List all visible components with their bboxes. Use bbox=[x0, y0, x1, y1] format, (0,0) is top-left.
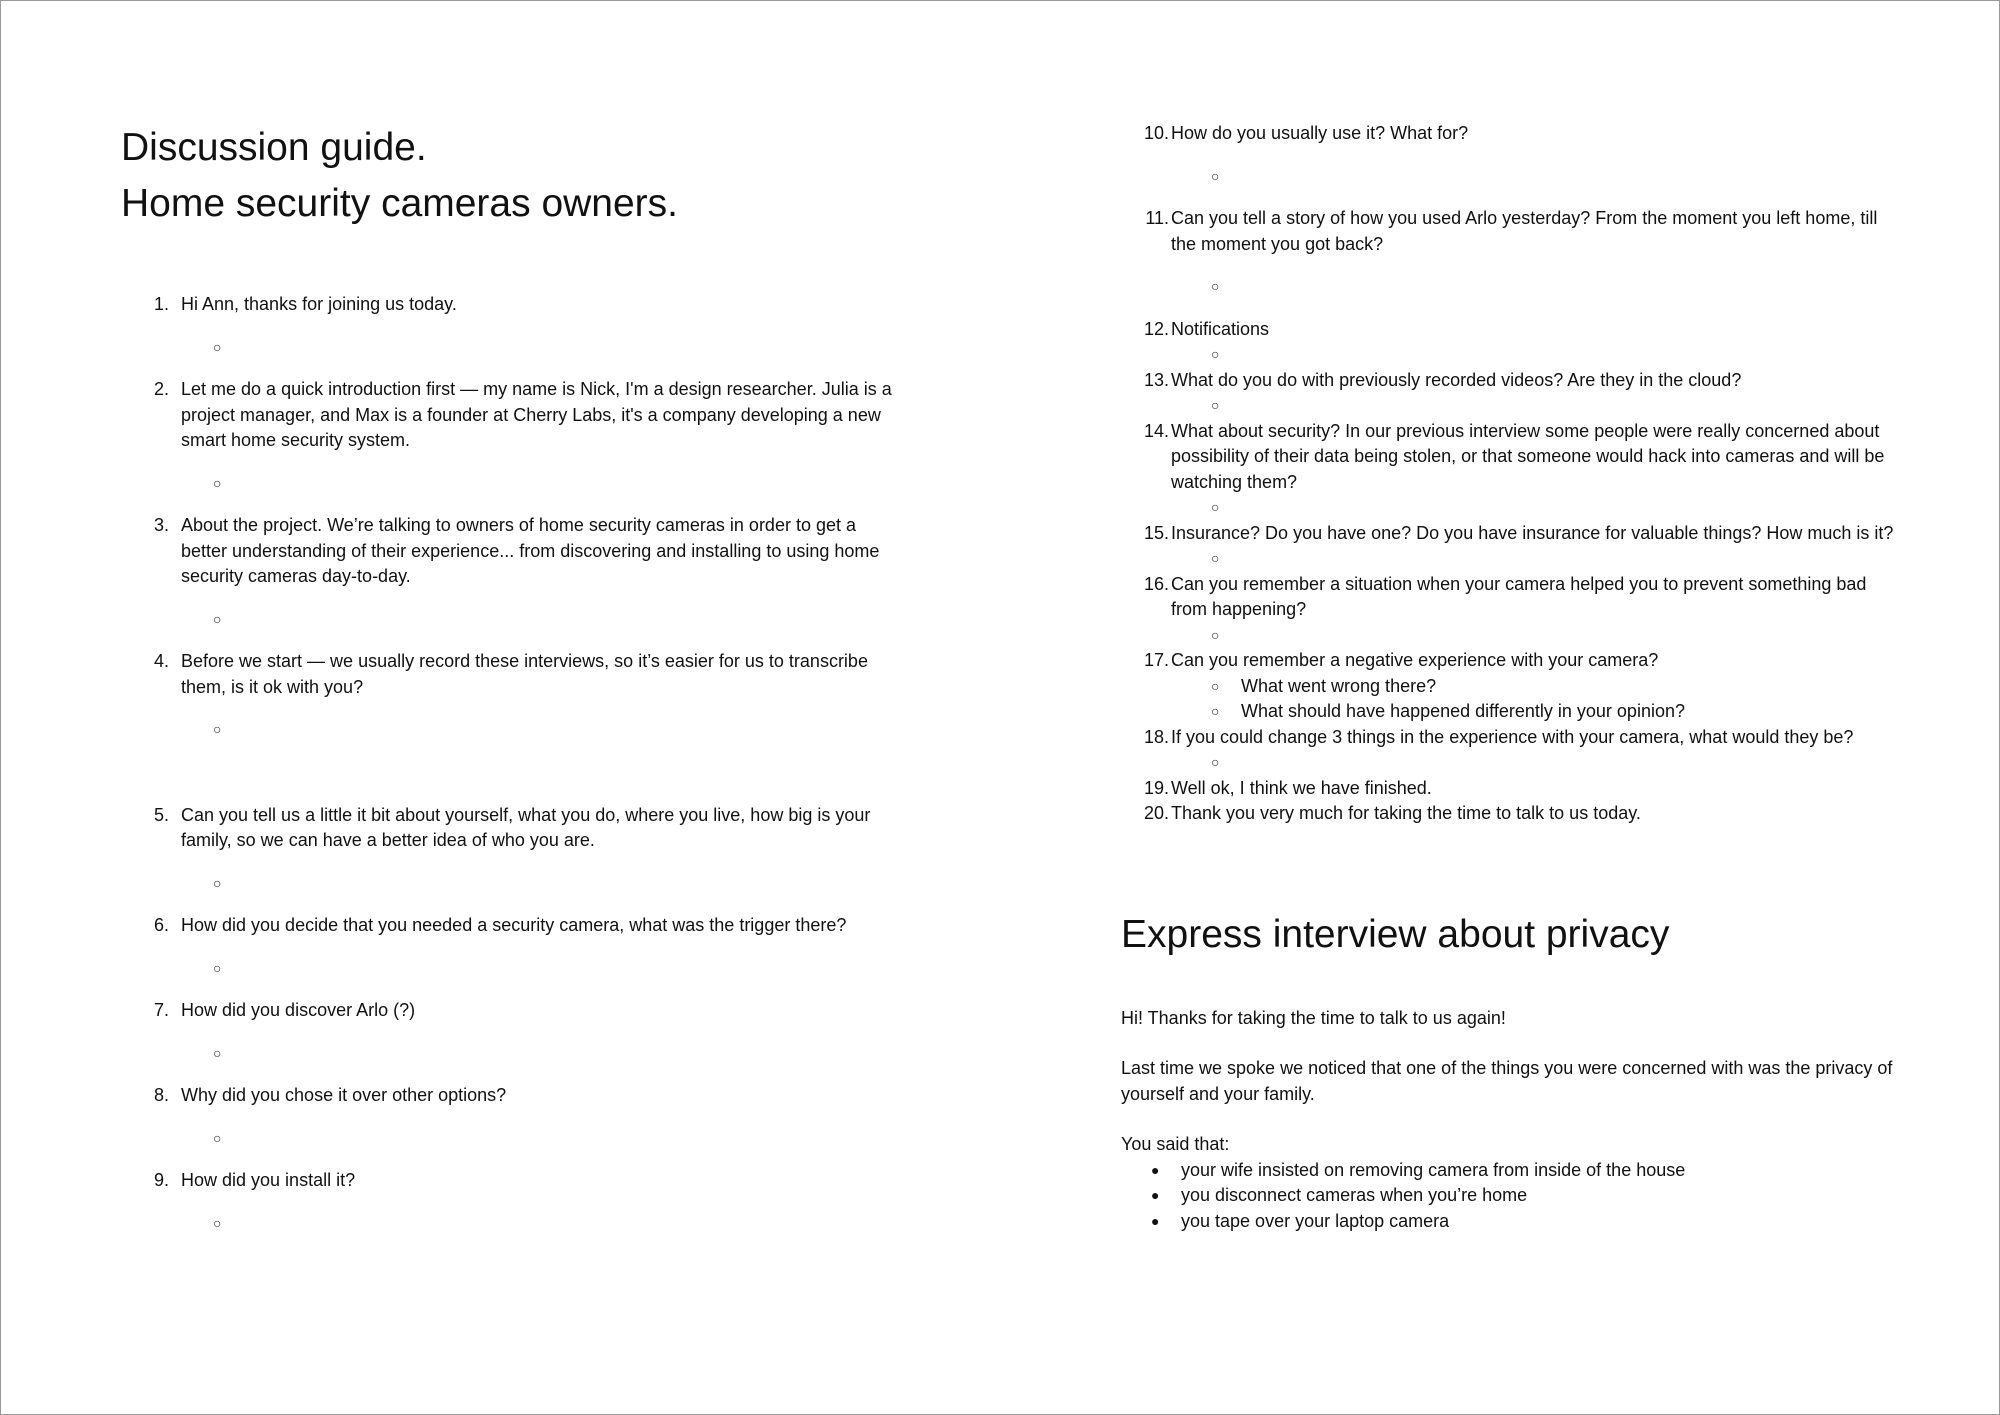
question-text: How do you usually use it? What for? bbox=[1171, 123, 1469, 143]
list-item-text: you disconnect cameras when you’re home bbox=[1181, 1185, 1528, 1205]
question-number: 5. bbox=[153, 804, 169, 825]
hollow-bullet-icon: ○ bbox=[1211, 167, 1220, 184]
hollow-bullet-icon: ○ bbox=[1211, 397, 1220, 413]
question-item bbox=[1121, 521, 1901, 547]
question-text: How did you decide that you needed a security camera, what was the trigger there? bbox=[181, 915, 847, 935]
question-text: What about security? In our previous interview some people were really concerned about possibility of their data being stolen, or that someone would hack into cameras and will be watching them? bbox=[1171, 420, 1885, 492]
question-item bbox=[1121, 317, 1901, 343]
question-item bbox=[121, 913, 901, 939]
question-text: If you could change 3 things in the experience with your camera, what would they be? bbox=[1171, 726, 1854, 747]
hollow-bullet-icon: ○ bbox=[1211, 677, 1220, 694]
question-number: 9. bbox=[153, 1170, 169, 1190]
question-number: 11. bbox=[1145, 208, 1169, 228]
question-item bbox=[121, 803, 901, 854]
question-number: 15. bbox=[1143, 522, 1169, 543]
question-item bbox=[1121, 121, 1901, 147]
question-text: How did you discover Arlo (?) bbox=[181, 1000, 416, 1020]
empty-subitem bbox=[1121, 342, 1901, 368]
hollow-bullet-icon: ○ bbox=[1211, 278, 1220, 294]
question-text: How did you install it? bbox=[181, 1170, 356, 1190]
question-number: 18. bbox=[1143, 726, 1169, 747]
question-item bbox=[121, 513, 901, 590]
empty-subitem bbox=[121, 871, 901, 897]
question-number: 6. bbox=[153, 915, 169, 935]
question-item bbox=[1121, 572, 1901, 623]
question-item bbox=[1121, 368, 1901, 394]
you-said-label: You said that: bbox=[1121, 1134, 1230, 1154]
empty-subitem bbox=[1121, 623, 1901, 649]
hollow-bullet-icon: ○ bbox=[1211, 550, 1220, 566]
left-column bbox=[121, 1, 901, 1236]
empty-subitem bbox=[1121, 164, 1901, 190]
section-title: Express interview about privacy bbox=[1121, 912, 1670, 956]
hollow-bullet-icon: ○ bbox=[213, 610, 222, 627]
empty-subitem bbox=[121, 1126, 901, 1152]
question-text: Let me do a quick introduction first — my name is Nick, I'm a design researcher. Julia is a project manager, and Max is a founder at Cherry Labs, it's a company developing a new smart home security system. bbox=[181, 379, 892, 450]
empty-subitem bbox=[1121, 274, 1901, 300]
question-item bbox=[121, 649, 901, 700]
question-text: Can you tell us a little it bit about yourself, what you do, where you live, how big is your family, so we can have a better idea of who you are. bbox=[181, 804, 871, 850]
question-number: 16. bbox=[1143, 573, 1169, 594]
question-number: 3. bbox=[153, 515, 169, 535]
empty-subitem bbox=[121, 1211, 901, 1237]
list-item-text: you tape over your laptop camera bbox=[1181, 1210, 1450, 1231]
question-text: About the project. We’re talking to owners of home security cameras in order to get a better understanding of their experience... from discovering and installing to using home security cameras day-to-day. bbox=[181, 515, 880, 586]
empty-subitem bbox=[121, 1041, 901, 1067]
question-number: 20. bbox=[1143, 803, 1169, 823]
question-number: 1. bbox=[153, 294, 169, 314]
empty-subitem bbox=[121, 956, 901, 982]
list-item bbox=[1121, 1183, 1901, 1209]
question-number: 17. bbox=[1143, 650, 1169, 670]
empty-subitem bbox=[121, 471, 901, 497]
list-item bbox=[1121, 1158, 1901, 1184]
question-item bbox=[1121, 419, 1901, 496]
question-item bbox=[121, 998, 901, 1024]
hollow-bullet-icon: ○ bbox=[1211, 703, 1220, 719]
empty-subitem bbox=[1121, 750, 1901, 776]
question-number: 4. bbox=[153, 651, 169, 671]
hollow-bullet-icon: ○ bbox=[1211, 626, 1220, 643]
hollow-bullet-icon: ○ bbox=[213, 874, 222, 891]
question-text: Before we start — we usually record these interviews, so it’s easier for us to transcribe them, is it ok with you? bbox=[181, 651, 868, 697]
question-number: 7. bbox=[153, 1000, 169, 1020]
question-item bbox=[121, 1168, 901, 1194]
question-text: Can you remember a situation when your camera helped you to prevent something bad from happening? bbox=[1171, 573, 1867, 619]
question-item bbox=[1121, 776, 1901, 802]
question-text: What do you do with previously recorded videos? Are they in the cloud? bbox=[1171, 369, 1742, 390]
subitem bbox=[1121, 699, 1901, 725]
hollow-bullet-icon: ○ bbox=[1211, 346, 1220, 362]
question-text: Can you remember a negative experience with your camera? bbox=[1171, 650, 1659, 670]
list-item-text: your wife insisted on removing camera from inside of the house bbox=[1181, 1159, 1686, 1180]
subitem bbox=[1121, 674, 1901, 700]
question-item bbox=[1121, 725, 1901, 751]
title-line-2: Home security cameras owners. bbox=[121, 182, 679, 225]
question-number: 19. bbox=[1143, 777, 1169, 798]
list-item bbox=[1121, 1209, 1901, 1235]
hollow-bullet-icon: ○ bbox=[213, 1129, 222, 1146]
context-text: Last time we spoke we noticed that one of the things you were concerned with was the privacy of yourself and your family. bbox=[1121, 1058, 1893, 1104]
subitem-text: What went wrong there? bbox=[1241, 675, 1437, 696]
hollow-bullet-icon: ○ bbox=[213, 1214, 222, 1231]
right-column bbox=[1121, 1, 1901, 1234]
question-number: 13. bbox=[1143, 369, 1169, 390]
hollow-bullet-icon: ○ bbox=[1211, 754, 1220, 770]
hollow-bullet-icon: ○ bbox=[1211, 499, 1220, 515]
question-number: 14. bbox=[1143, 420, 1169, 441]
question-number: 12. bbox=[1143, 318, 1169, 339]
question-number: 2. bbox=[153, 379, 169, 399]
empty-subitem bbox=[1121, 495, 1901, 521]
question-number: 10. bbox=[1143, 123, 1169, 143]
bullet-dot-icon: ● bbox=[1151, 1212, 1160, 1229]
title-line-1: Discussion guide. bbox=[121, 126, 427, 169]
empty-subitem bbox=[121, 717, 901, 743]
question-text: Well ok, I think we have finished. bbox=[1171, 777, 1432, 798]
question-item bbox=[1121, 801, 1901, 827]
question-text: Can you tell a story of how you used Arlo yesterday? From the moment you left home, till the moment you got back? bbox=[1171, 208, 1878, 254]
question-item bbox=[121, 292, 901, 318]
question-text: Hi Ann, thanks for joining us today. bbox=[181, 294, 457, 314]
empty-subitem bbox=[121, 335, 901, 361]
hollow-bullet-icon: ○ bbox=[213, 338, 222, 355]
greeting-text: Hi! Thanks for taking the time to talk to us again! bbox=[1121, 1007, 1506, 1028]
question-item bbox=[121, 1083, 901, 1109]
bullet-dot-icon: ● bbox=[1151, 1187, 1160, 1203]
empty-subitem bbox=[121, 607, 901, 633]
hollow-bullet-icon: ○ bbox=[213, 474, 222, 491]
empty-subitem bbox=[1121, 546, 1901, 572]
hollow-bullet-icon: ○ bbox=[213, 721, 222, 737]
empty-subitem bbox=[1121, 393, 1901, 419]
question-item bbox=[1121, 648, 1901, 674]
hollow-bullet-icon: ○ bbox=[213, 959, 222, 976]
question-number: 8. bbox=[153, 1085, 169, 1105]
subitem-text: What should have happened differently in your opinion? bbox=[1241, 701, 1685, 721]
question-item bbox=[1121, 206, 1901, 257]
document-title bbox=[121, 120, 901, 232]
question-text: Insurance? Do you have one? Do you have insurance for valuable things? How much is it? bbox=[1171, 522, 1894, 543]
question-text: Notifications bbox=[1171, 318, 1270, 339]
question-text: Why did you chose it over other options? bbox=[181, 1085, 507, 1105]
question-item bbox=[121, 377, 901, 454]
bullet-dot-icon: ● bbox=[1151, 1161, 1160, 1178]
question-text: Thank you very much for taking the time to talk to us today. bbox=[1171, 803, 1641, 823]
hollow-bullet-icon: ○ bbox=[213, 1044, 222, 1061]
